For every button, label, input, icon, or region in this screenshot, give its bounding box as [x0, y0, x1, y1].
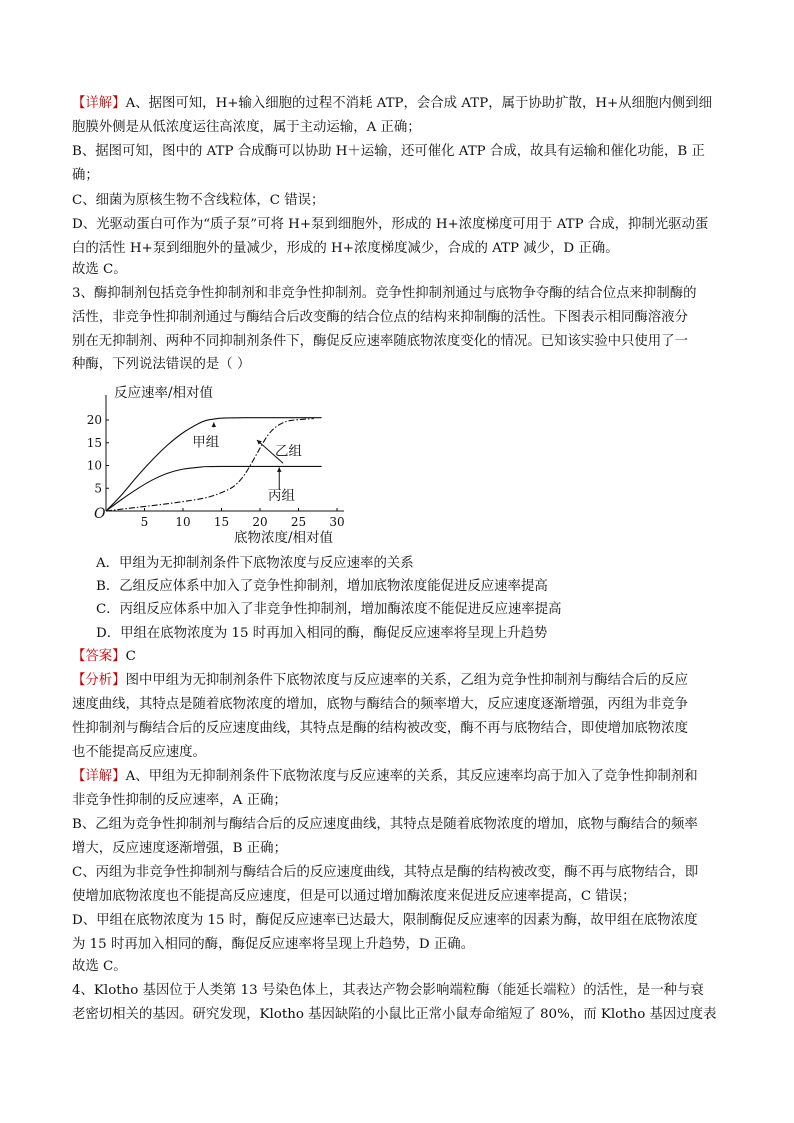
- q3-analysis-line-3: 性抑制剂与酶结合后的反应速度曲线，其特点是酶的结构被改变，酶不再与底物结合，即使增加底物浓度: [72, 721, 688, 736]
- label-yi: 乙组: [274, 443, 302, 460]
- enzyme-rate-chart: [86, 379, 356, 551]
- q2-detail-line-7: 白的活性 H+泵到细胞外的量减少，形成的 H+浓度梯度减少，合成的 ATP 减少，D 正确。: [72, 241, 619, 256]
- q3-detail-line-5: C、丙组为非竞争性抑制剂与酶结合后的反应速度曲线，其特点是酶的结构被改变，酶不再与底物结合，即: [72, 865, 699, 880]
- q2-detail-label: 【详解】: [72, 96, 126, 111]
- q2-detail-line-3: B、据图可知，图中的 ATP 合成酶可以协助 H＋运输，还可催化 ATP 合成，故具有运输和催化功能，B 正: [72, 144, 705, 159]
- q3-detail-line-4: 增大，反应速度逐渐增强，B 正确；: [72, 841, 287, 856]
- q3-detail-line-8: 为 15 时再加入相同的酶，酶促反应速率将呈现上升趋势，D 正确。: [72, 937, 475, 952]
- x-tick-label: 20: [252, 515, 268, 529]
- q3-stem-line-2: 活性，非竞争性抑制剂通过与酶结合后改变酶的结合位点的结构来抑制酶的活性。下图表示相同酶溶液分: [72, 310, 688, 325]
- x-tick-label: 25: [290, 515, 307, 529]
- q3-analysis-line-4: 也不能提高反应速度。: [72, 745, 206, 760]
- q3-conclusion: 故选 C。: [72, 959, 127, 974]
- q3-stem-line-4: 种酶，下列说法错误的是（ ）: [72, 357, 251, 372]
- origin-label: O: [94, 506, 106, 522]
- q2-detail-line-5: C、细菌为原核生物不含线粒体，C 错误；: [72, 193, 325, 208]
- q2-detail-line-1: [72, 92, 724, 116]
- q3-answer-value: C: [125, 649, 136, 664]
- q3-analysis-label: 【分析】: [72, 673, 126, 688]
- q4-stem-line-1: 4、Klotho 基因位于人类第 13 号染色体上，其表达产物会影响端粒酶（能延长端粒）的活性，是一种与衰: [72, 983, 704, 998]
- q3-stem-line-1: 3、酶抑制剂包括竞争性抑制剂和非竞争性抑制剂。竞争性抑制剂通过与底物争夺酶的结合位点来抑制酶的: [72, 286, 697, 301]
- q3-analysis-line-1: [72, 669, 724, 693]
- q2-conclusion: 故选 C。: [72, 262, 127, 277]
- label-bing: 丙组: [268, 488, 296, 505]
- q3-stem-line-3: 别在无抑制剂、两种不同抑制剂条件下，酶促反应速率随底物浓度变化的情况。已知该实验中只使用了一: [72, 334, 688, 349]
- x-tick-label: 15: [213, 515, 230, 529]
- x-axis-label: 底物浓度/相对值: [234, 530, 334, 546]
- q3-detail-line-6: 使增加底物浓度也不能提高反应速度，但是可以通过增加酶浓度来促进反应速率提高，C 错误；: [72, 889, 636, 904]
- y-tick-label: 20: [86, 413, 102, 427]
- q3-option-a: A．甲组为无抑制剂条件下底物浓度与反应速率的关系: [96, 556, 414, 571]
- chart-plot-area: [87, 384, 345, 546]
- q2-detail-line-4: 确；: [72, 168, 99, 183]
- x-tick-label: 30: [329, 515, 345, 529]
- q3-option-d: D．甲组在底物浓度为 15 时再加入相同的酶，酶促反应速率将呈现上升趋势: [96, 626, 548, 641]
- x-tick-label: 5: [140, 515, 149, 529]
- q3-option-b: B．乙组反应体系中加入了竞争性抑制剂，增加底物浓度能促进反应速率提高: [96, 579, 548, 594]
- q3-analysis-line-2: 速度曲线，其特点是随着底物浓度的增加，底物与酶结合的频率增大，反应速度逐渐增强，丙组为非竞争: [72, 697, 688, 712]
- q3-option-c: C．丙组反应体系中加入了非竞争性抑制剂，增加酶浓度不能促进反应速率提高: [96, 602, 562, 617]
- q2-detail-line-2: 胞膜外侧是从低浓度运往高浓度，属于主动运输，A 正确；: [72, 120, 421, 135]
- label-jia: 甲组: [192, 434, 220, 451]
- q2-detail-text: A、据图可知，H+输入细胞的过程不消耗 ATP，会合成 ATP，属于协助扩散，H+从细胞内侧到细: [125, 96, 712, 111]
- q3-detail-line-1: [72, 765, 724, 789]
- arrow-bing-head: [277, 467, 282, 471]
- q3-detail-line-3: B、乙组为竞争性抑制剂与酶结合后的反应速度曲线，其特点是随着底物浓度的增加，底物与酶结合的频率: [72, 817, 698, 832]
- q3-analysis-text: 图中甲组为无抑制剂条件下底物浓度与反应速率的关系，乙组为竞争性抑制剂与酶结合后的反应: [125, 673, 688, 688]
- y-tick-label: 10: [86, 458, 102, 473]
- q3-detail-label: 【详解】: [72, 769, 126, 784]
- q3-answer: [72, 645, 724, 669]
- q3-detail-text: A、甲组为无抑制剂条件下底物浓度与反应速率的关系，其反应速率均高于加入了竞争性抑制剂和: [125, 769, 698, 784]
- arrow-jia-head: [212, 422, 217, 426]
- q3-detail-line-7: D、甲组在底物浓度为 15 时，酶促反应速率已达最大，限制酶促反应速率的因素为酶，故甲组在底物浓度: [72, 913, 698, 928]
- x-tick-label: 10: [175, 515, 191, 529]
- y-tick-label: 15: [86, 435, 102, 450]
- q4-stem-line-2: 老密切相关的基因。研究发现，Klotho 基因缺陷的小鼠比正常小鼠寿命缩短了 80%，而 Klotho 基因过度表: [72, 1007, 717, 1022]
- y-tick-label: 5: [94, 481, 102, 496]
- q3-detail-line-2: 非竞争性抑制的反应速率，A 正确；: [72, 793, 287, 808]
- q3-answer-label: 【答案】: [72, 649, 126, 664]
- y-axis-label: 反应速率/相对值: [114, 385, 214, 401]
- q2-detail-line-6: D、光驱动蛋白可作为“质子泵”可将 H+泵到细胞外，形成的 H+浓度梯度可用于 ATP 合成，抑制光驱动蛋: [72, 217, 709, 232]
